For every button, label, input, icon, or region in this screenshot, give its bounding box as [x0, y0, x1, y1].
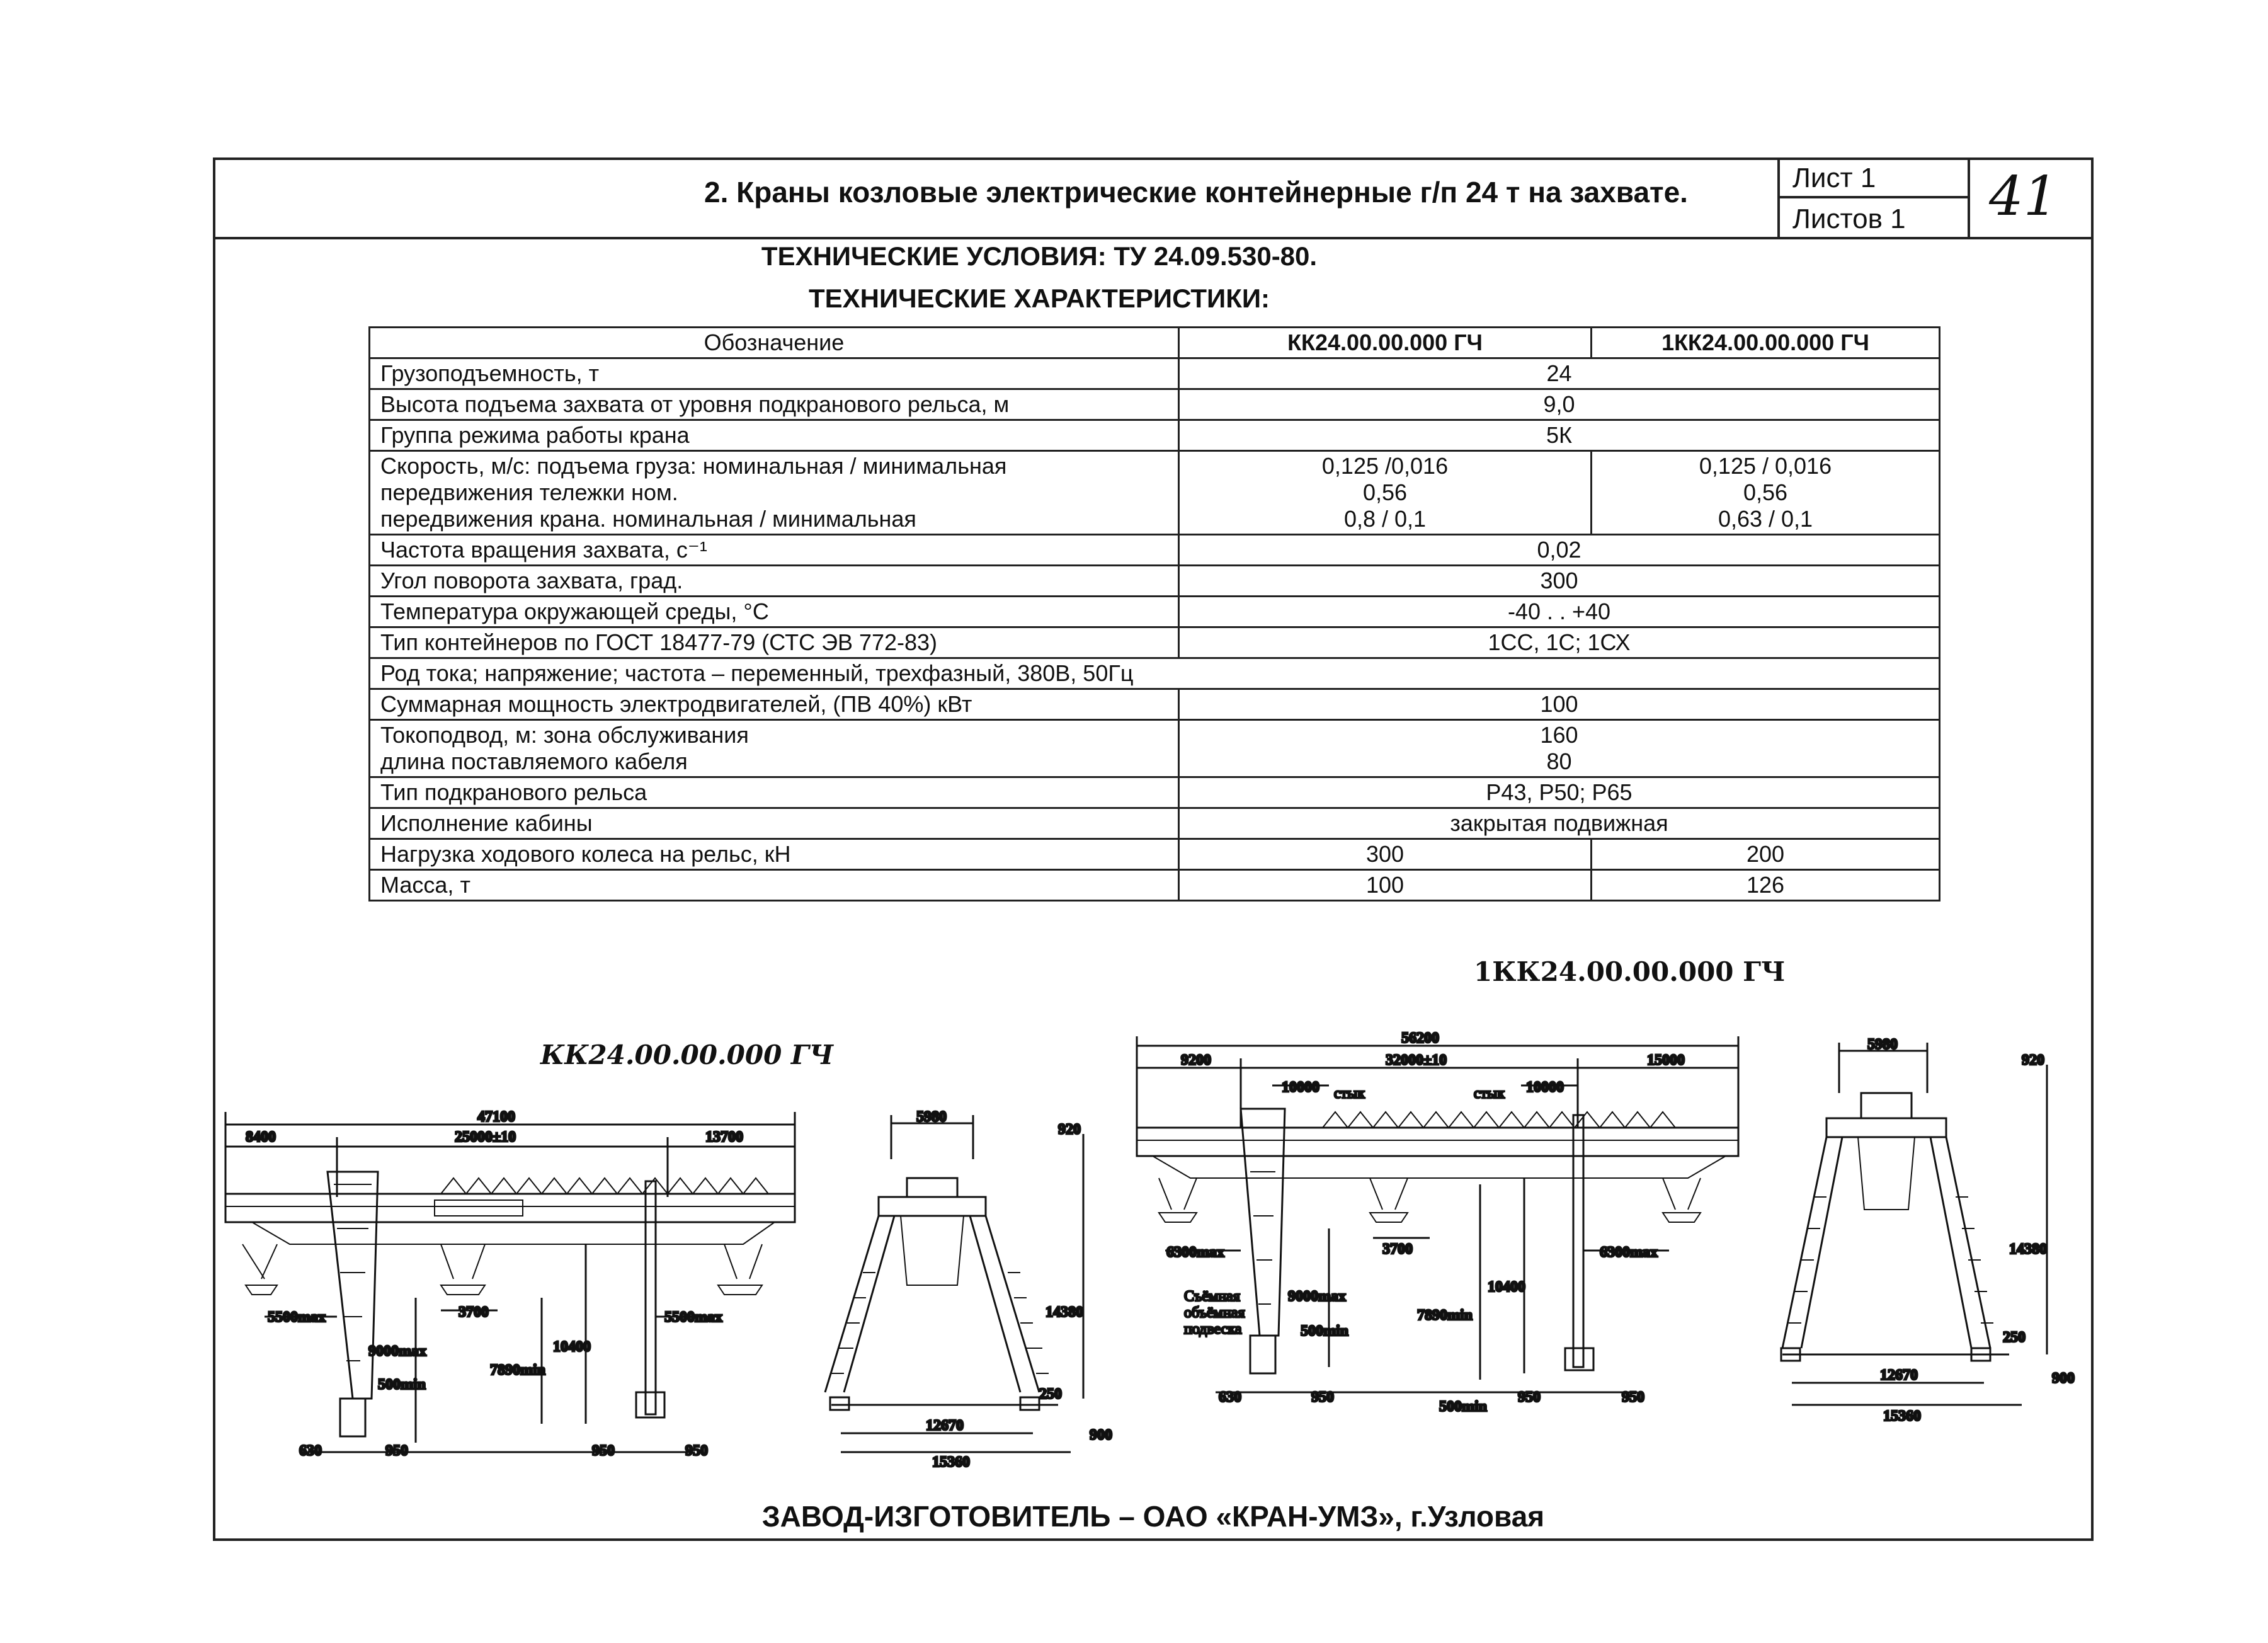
kk1-front-dim-mid: 32000±10	[1386, 1052, 1447, 1068]
spec-param: Грузоподъемность, т	[370, 358, 1179, 389]
kk-side-height: 14380	[1046, 1304, 1083, 1320]
technical-conditions: ТЕХНИЧЕСКИЕ УСЛОВИЯ: ТУ 24.09.530-80.	[761, 241, 1318, 271]
kk1-front-dim-right: 15000	[1647, 1052, 1685, 1068]
spec-value-common: -40 . . +40	[1179, 597, 1940, 627]
kk-front-view	[225, 1109, 795, 1459]
page-title: 2. Краны козловые электрические контейнерные г/п 24 т на захвате.	[704, 176, 1688, 209]
kk1-front-b3: 950	[1518, 1389, 1541, 1405]
spec-value-common: 24	[1179, 358, 1940, 389]
drawing-label-1kk: 1КК24.00.00.000 ГЧ	[1474, 956, 1786, 987]
spec-param: Тип контейнеров по ГОСТ 18477-79 (СТС ЭВ 772-83)	[370, 627, 1179, 658]
spec-param: Нагрузка ходового колеса на рельс, кН	[370, 839, 1179, 870]
spec-value-model-b: 0,125 / 0,016 0,56 0,63 / 0,1	[1592, 451, 1940, 535]
spec-value-model-a: 100	[1179, 870, 1592, 901]
kk1-front-joint1: стык	[1334, 1085, 1365, 1102]
kk-front-reach-right: 5500max	[664, 1309, 722, 1325]
sheets-total: Листов 1	[1792, 203, 1906, 234]
kk-front-b1: 630	[299, 1443, 322, 1459]
kk1-front-hmin2: 500min	[1439, 1399, 1488, 1415]
kk-front-hmax: 9000max	[368, 1343, 426, 1360]
spec-param: Высота подъема захвата от уровня подкранового рельса, м	[370, 389, 1179, 420]
kk1-side-base: 12670	[1880, 1367, 1918, 1383]
spec-value-common: 1СС, 1С; 1СХ	[1179, 627, 1940, 658]
kk1-front-dim-left: 9200	[1181, 1052, 1211, 1068]
spec-param: Масса, т	[370, 870, 1179, 901]
kk1-front-note: Съёмная объёмная подвеска	[1184, 1288, 1245, 1337]
kk-front-b4: 950	[685, 1443, 708, 1459]
kk-side-overall: 15360	[932, 1454, 970, 1470]
kk1-front-trolley: 3700	[1382, 1241, 1413, 1257]
kk1-side-r2: 900	[2052, 1370, 2075, 1387]
kk1-front-hmin: 500min	[1301, 1323, 1349, 1339]
kk-front-dim-mid: 25000±10	[455, 1129, 516, 1145]
kk1-side-top: 5980	[1867, 1036, 1898, 1053]
kk1-side-right-top: 920	[2022, 1052, 2044, 1068]
kk-front-hmin: 500min	[378, 1377, 426, 1393]
spec-value-common: 9,0	[1179, 389, 1940, 420]
kk1-side-view	[1781, 1036, 2075, 1424]
kk-side-view	[825, 1109, 1112, 1470]
spec-value-common: 5К	[1179, 420, 1940, 451]
kk1-front-joint2: стык	[1474, 1085, 1505, 1102]
kk1-front-b1: 630	[1219, 1389, 1241, 1405]
spec-value-common: 0,02	[1179, 535, 1940, 566]
kk-front-h2: 10400	[553, 1339, 591, 1355]
kk-front-dim-right: 13700	[705, 1129, 743, 1145]
spec-param: Температура окружающей среды, °С	[370, 597, 1179, 627]
kk1-front-dim-overall: 56200	[1401, 1030, 1439, 1046]
spec-param: Токоподвод, м: зона обслуживания длина поставляемого кабеля	[370, 720, 1179, 777]
spec-param: Род тока; напряжение; частота – переменный, трехфазный, 380В, 50Гц	[370, 658, 1940, 689]
spec-value-common: 300	[1179, 566, 1940, 597]
manufacturer-footer: ЗАВОД-ИЗГОТОВИТЕЛЬ – ОАО «КРАН-УМЗ», г.Узловая	[761, 1500, 1545, 1533]
spec-value-model-a: 300	[1179, 839, 1592, 870]
kk-side-r1: 250	[1039, 1386, 1062, 1402]
kk1-front-seg2: 10000	[1526, 1079, 1564, 1096]
spec-value-common: закрытая подвижная	[1179, 808, 1940, 839]
spec-value-model-b: 200	[1592, 839, 1940, 870]
spec-param: Частота вращения захвата, с⁻¹	[370, 535, 1179, 566]
kk1-side-r1: 250	[2003, 1329, 2026, 1346]
kk-front-trolley: 3700	[459, 1304, 489, 1320]
kk-front-b3: 950	[592, 1443, 615, 1459]
kk1-front-hmax: 9000max	[1288, 1288, 1346, 1305]
kk-side-right-top: 920	[1058, 1121, 1081, 1138]
kk-front-reach-left: 5500max	[268, 1309, 326, 1325]
handwritten-page-number: 41	[1989, 165, 2058, 228]
spec-param: Скорость, м/с: подъема груза: номинальная / минимальная передвижения тележки ном. передвижения крана. номинальная / минимальная	[370, 451, 1179, 535]
kk1-front-seg1: 10000	[1282, 1079, 1319, 1096]
spec-value-common: 100	[1179, 689, 1940, 720]
kk1-front-b2: 950	[1311, 1389, 1334, 1405]
kk1-front-reach-right: 6300max	[1600, 1244, 1658, 1261]
spec-value-model-a: 0,125 /0,016 0,56 0,8 / 0,1	[1179, 451, 1592, 535]
spec-value-common: 160 80	[1179, 720, 1940, 777]
kk-front-h1: 7890min	[490, 1362, 546, 1378]
spec-param: Группа режима работы крана	[370, 420, 1179, 451]
kk-side-top: 5980	[916, 1109, 947, 1125]
spec-param: Исполнение кабины	[370, 808, 1179, 839]
col-model-b: 1КК24.00.00.000 ГЧ	[1592, 328, 1940, 358]
spec-param: Тип подкранового рельса	[370, 777, 1179, 808]
kk1-front-h1: 7890min	[1417, 1307, 1473, 1324]
technical-characteristics-heading: ТЕХНИЧЕСКИЕ ХАРАКТЕРИСТИКИ:	[808, 283, 1270, 313]
kk1-front-reach-left: 6300max	[1166, 1244, 1224, 1261]
kk-side-base: 12670	[926, 1417, 964, 1434]
kk1-front-b4: 950	[1622, 1389, 1644, 1405]
kk-front-dim-overall: 47100	[477, 1109, 515, 1125]
spec-value-model-b: 126	[1592, 870, 1940, 901]
spec-param: Угол поворота захвата, град.	[370, 566, 1179, 597]
col-model-a: КК24.00.00.000 ГЧ	[1179, 328, 1592, 358]
kk-side-r2: 900	[1090, 1427, 1112, 1443]
spec-value-common: Р43, Р50; Р65	[1179, 777, 1940, 808]
kk1-side-height: 14380	[2009, 1241, 2047, 1257]
kk1-front-h2: 10400	[1488, 1279, 1525, 1295]
col-designation: Обозначение	[370, 328, 1179, 358]
spec-param: Суммарная мощность электродвигателей, (ПВ 40%) кВт	[370, 689, 1179, 720]
sheet-number: Лист 1	[1780, 157, 1968, 198]
kk1-side-overall: 15360	[1883, 1408, 1921, 1424]
drawing-label-kk: КК24.00.00.000 ГЧ	[540, 1039, 834, 1070]
kk-front-dim-left: 8400	[246, 1129, 276, 1145]
kk1-front-view	[1137, 1030, 1738, 1415]
kk-front-b2: 950	[385, 1443, 408, 1459]
